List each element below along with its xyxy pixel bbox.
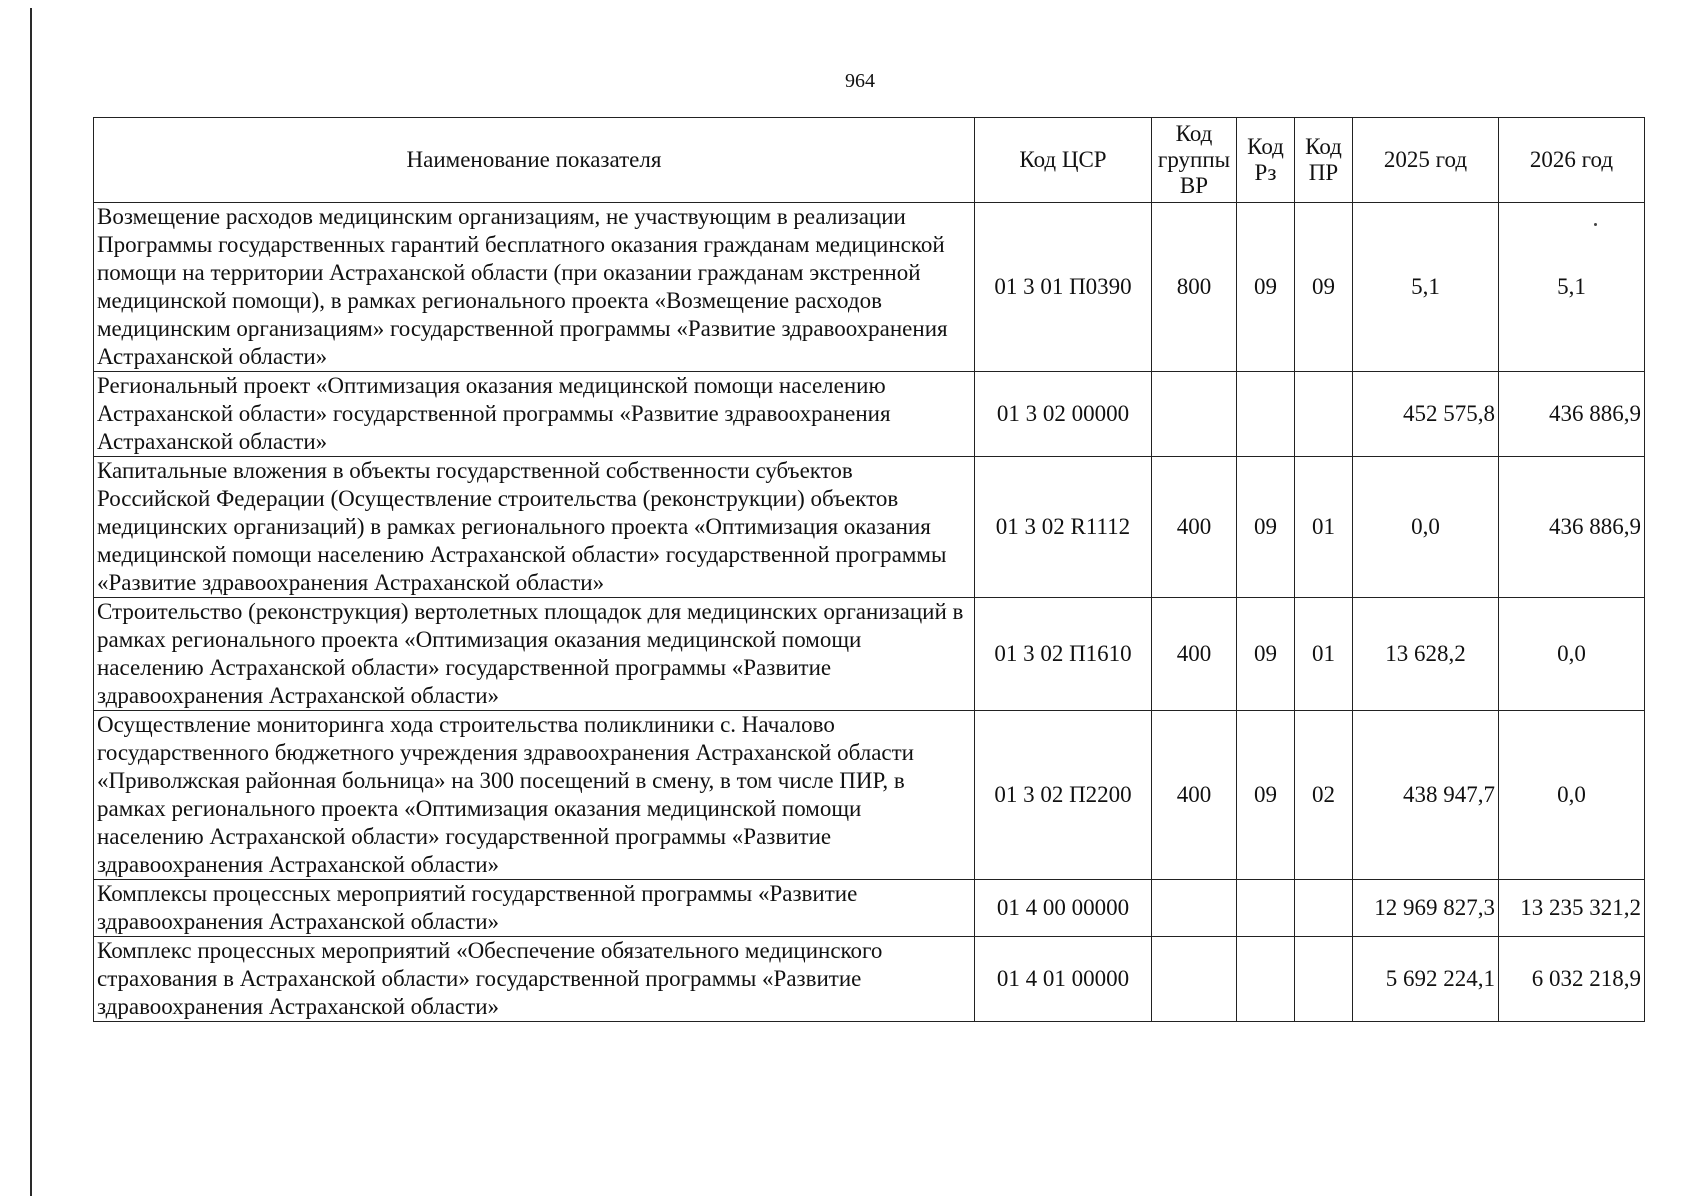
row-pr <box>1295 880 1353 937</box>
row-2026: 436 886,9 <box>1499 457 1645 598</box>
row-pr: 02 <box>1295 711 1353 880</box>
row-2026: 6 032 218,9 <box>1499 937 1645 1022</box>
row-csr: 01 3 02 00000 <box>975 372 1152 457</box>
row-rz: 09 <box>1237 457 1295 598</box>
row-pr: 01 <box>1295 457 1353 598</box>
table-header <box>94 118 1645 203</box>
row-2026: 436 886,9 <box>1499 372 1645 457</box>
row-vr: 400 <box>1152 711 1237 880</box>
row-2025: 0,0 <box>1353 457 1499 598</box>
table-row <box>94 372 1645 457</box>
row-vr: 400 <box>1152 598 1237 711</box>
table-row <box>94 937 1645 1022</box>
header-name: Наименование показателя <box>94 118 975 203</box>
row-rz: 09 <box>1237 711 1295 880</box>
row-2026: 13 235 321,2 <box>1499 880 1645 937</box>
table-body <box>94 203 1645 1022</box>
row-rz: 09 <box>1237 203 1295 372</box>
row-2025: 13 628,2 <box>1353 598 1499 711</box>
header-rz: Код Рз <box>1237 118 1295 203</box>
header-row <box>94 118 1645 203</box>
row-vr: 800 <box>1152 203 1237 372</box>
row-vr <box>1152 937 1237 1022</box>
row-name: Строительство (реконструкция) вертолетных площадок для медицинских организаций в рамках регионального проекта «Оптимизация оказания медицинской помощи населению Астраханской области» государственной программы «Развитие здравоохранения Астраханской области» <box>94 598 975 711</box>
row-csr: 01 3 02 П2200 <box>975 711 1152 880</box>
header-2026: 2026 год <box>1499 118 1645 203</box>
row-name: Осуществление мониторинга хода строительства поликлиники с. Началово государственного бюджетного учреждения здравоохранения Астраханской области «Приволжская районная больница» на 300 посещений в смену, в том числе ПИР, в рамках регионального проекта «Оптимизация оказания медицинской помощи населению Астраханской области» государственной программы «Развитие здравоохранения Астраханской области» <box>94 711 975 880</box>
row-pr: 01 <box>1295 598 1353 711</box>
page-margin-line <box>30 8 32 1196</box>
row-csr: 01 3 01 П0390 <box>975 203 1152 372</box>
row-vr <box>1152 372 1237 457</box>
row-2026: 0,0 <box>1499 598 1645 711</box>
row-rz <box>1237 372 1295 457</box>
page-number: 964 <box>845 70 875 92</box>
row-2025: 452 575,8 <box>1353 372 1499 457</box>
table-row <box>94 711 1645 880</box>
table-row <box>94 457 1645 598</box>
row-2025: 438 947,7 <box>1353 711 1499 880</box>
row-2026: 0,0 <box>1499 711 1645 880</box>
header-2025: 2025 год <box>1353 118 1499 203</box>
row-2025: 12 969 827,3 <box>1353 880 1499 937</box>
table-row <box>94 203 1645 372</box>
table-row <box>94 598 1645 711</box>
row-csr: 01 3 02 П1610 <box>975 598 1152 711</box>
header-vr: Код группы ВР <box>1152 118 1237 203</box>
row-vr: 400 <box>1152 457 1237 598</box>
row-name: Возмещение расходов медицинским организациям, не участвующим в реализации Программы государственных гарантий бесплатного оказания гражданам медицинской помощи на территории Астраханской области (при оказании гражданам экстренной медицинской помощи), в рамках регионального проекта «Возмещение расходов медицинским организациям» государственной программы «Развитие здравоохранения Астраханской области» <box>94 203 975 372</box>
row-csr: 01 4 01 00000 <box>975 937 1152 1022</box>
row-2026: 5,1 <box>1499 203 1645 372</box>
row-pr <box>1295 937 1353 1022</box>
row-2025: 5,1 <box>1353 203 1499 372</box>
row-csr: 01 3 02 R1112 <box>975 457 1152 598</box>
header-csr: Код ЦСР <box>975 118 1152 203</box>
budget-table <box>93 117 1645 1022</box>
row-pr: 09 <box>1295 203 1353 372</box>
row-2025: 5 692 224,1 <box>1353 937 1499 1022</box>
row-pr <box>1295 372 1353 457</box>
row-rz: 09 <box>1237 598 1295 711</box>
row-name: Капитальные вложения в объекты государственной собственности субъектов Российской Федерации (Осуществление строительства (реконструкции) объектов медицинских организаций) в рамках регионального проекта «Оптимизация оказания медицинской помощи населению Астраханской области» государственной программы «Развитие здравоохранения Астраханской области» <box>94 457 975 598</box>
row-name: Комплекс процессных мероприятий «Обеспечение обязательного медицинского страхования в Астраханской области» государственной программы «Развитие здравоохранения Астраханской области» <box>94 937 975 1022</box>
header-pr: Код ПР <box>1295 118 1353 203</box>
row-csr: 01 4 00 00000 <box>975 880 1152 937</box>
row-vr <box>1152 880 1237 937</box>
table-row <box>94 880 1645 937</box>
row-rz <box>1237 880 1295 937</box>
row-name: Региональный проект «Оптимизация оказания медицинской помощи населению Астраханской области» государственной программы «Развитие здравоохранения Астраханской области» <box>94 372 975 457</box>
row-name: Комплексы процессных мероприятий государственной программы «Развитие здравоохранения Астраханской области» <box>94 880 975 937</box>
row-rz <box>1237 937 1295 1022</box>
